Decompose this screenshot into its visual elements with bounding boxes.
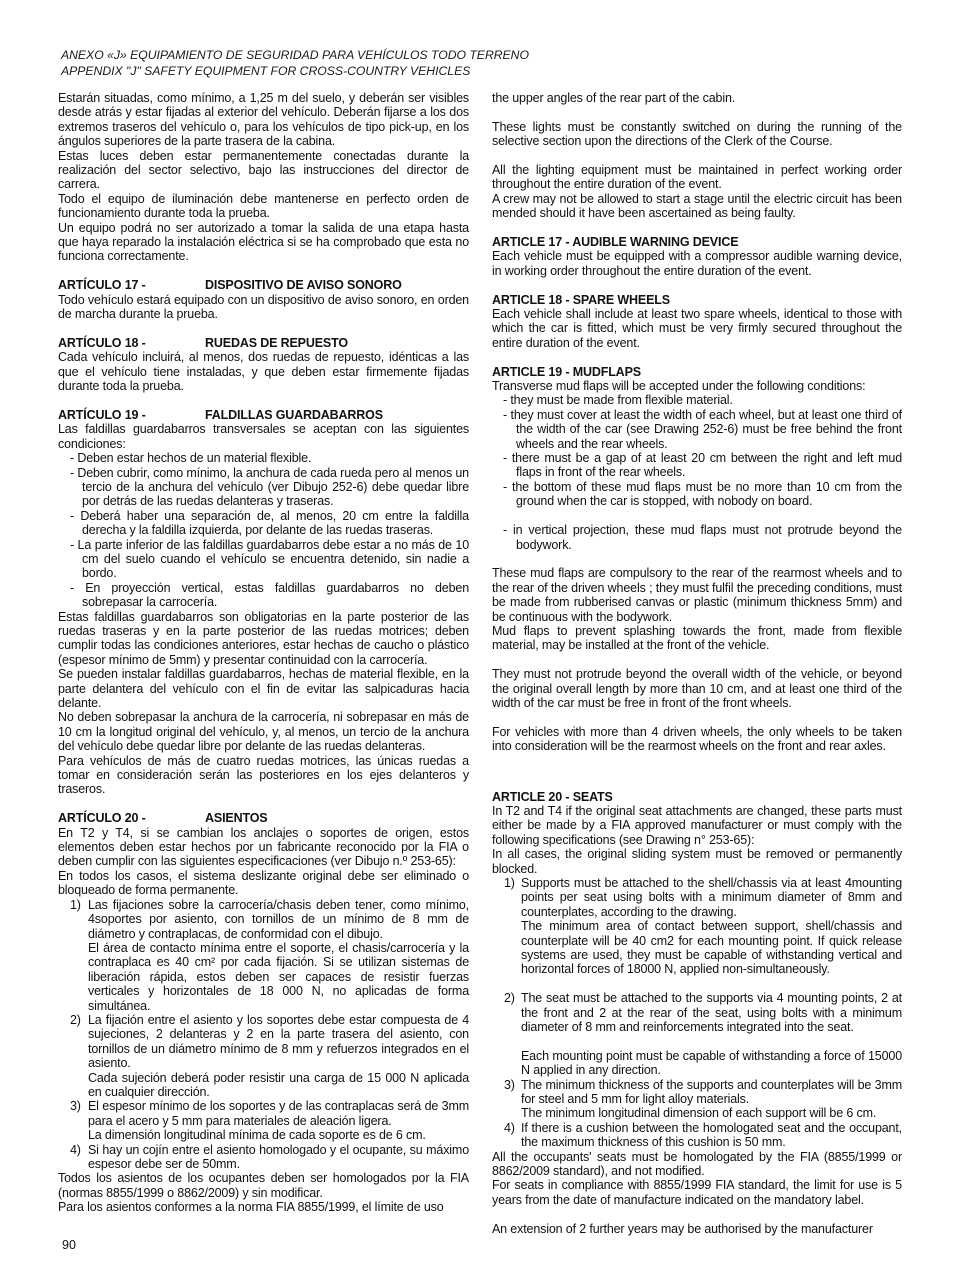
article-19-heading: ARTICLE 19 - MUDFLAPS [492, 364, 641, 379]
paragraph: All the occupants' seats must be homologated by the FIA (8855/1999 or 8862/2009 standard), and not modified. [492, 1149, 902, 1179]
article-number: ARTÍCULO 18 - [58, 335, 146, 350]
paragraph: Para los asientos conformes a la norma FIA 8855/1999, el límite de uso [58, 1200, 444, 1215]
paragraph: Para vehículos de más de cuatro ruedas motrices, las únicas ruedas a tomar en consideración serán las posteriores en los ejes delanteros y traseros. [58, 753, 469, 797]
article-17-heading: ARTICLE 17 - AUDIBLE WARNING DEVICE [492, 235, 739, 250]
article-number: ARTÍCULO 20 - [58, 811, 146, 826]
list-item: - the bottom of these mud flaps must be no more than 10 cm from the ground when the car is stopped, with nobody on board. [503, 479, 902, 509]
running-header [61, 48, 921, 79]
article-17-heading [58, 278, 469, 292]
numbered-item: 3) The minimum thickness of the supports and counterplates will be 3mm for steel and 5 mm for light alloy materials. [504, 1077, 902, 1107]
paragraph: Each vehicle shall include at least two spare wheels, identical to those with which the car is fitted, which must be very firmly secured throughout the entire duration of the event. [492, 307, 902, 350]
numbered-item: 1) Las fijaciones sobre la carrocería/chasis deben tener, como mínimo, 4soportes por asiento, con tornillos de un mínimo de 8 mm de diámetro y contraplacas, de conformidad con el dibujo. [70, 897, 469, 941]
article-20-heading [58, 811, 469, 825]
paragraph: These mud flaps are compulsory to the rear of the rearmost wheels and to the rear of the driven wheels ; they must fulfil the preceding conditions, must be made from rubberised canvas or plastic (minimum thickness 5mm) and be continuous with the bodywork. [492, 566, 902, 624]
numbered-item: 3) El espesor mínimo de los soportes y de las contraplacas será de 3mm para el acero y 5 mm para materiales de aleación ligera. [70, 1099, 469, 1128]
article-20-heading: ARTICLE 20 - SEATS [492, 789, 613, 804]
paragraph: Se pueden instalar faldillas guardabarros, hechas de material flexible, en la parte delantera del vehículo con el fin de evitar las salpicaduras hacia delante. [58, 667, 469, 711]
numbered-item: 2) The seat must be attached to the supports via 4 mounting points, 2 at the front and 2 at the rear of the seat, using bolts with a minimum diameter of 8 mm and reinforcements integrated into the seat. [504, 991, 902, 1035]
paragraph: Estarán situadas, como mínimo, a 1,25 m del suelo, y deberán ser visibles desde atrás y estar fijadas al exterior del vehículo. Deberán fijarse a los dos extremos traseros del vehículo o, para los vehículos de tipo pick-up, en los ángulos superiores de la parte trasera de la cabina. [58, 91, 469, 149]
paragraph: Estas faldillas guardabarros son obligatorias en la parte posterior de las ruedas traseras y en la parte posterior de las ruedas motrices; deben cumplir todas las condiciones anteriores, estar hechas de caucho o plástico (espesor mínimo de 5mm) y presentar continuidad con la carrocería. [58, 609, 469, 667]
numbered-item-detail: Each mounting point must be capable of withstanding a force of 15000 N applied in any direction. [521, 1048, 902, 1078]
paragraph: En T2 y T4, si se cambian los anclajes o soportes de origen, estos elementos deben estar hechos por un fabricante reconocido por la FIA o deben cumplir con las siguientes especificaciones (ver Dibujo n.º 253-65): [58, 825, 469, 869]
paragraph: Each vehicle must be equipped with a compressor audible warning device, in working order throughout the entire duration of the event. [492, 249, 902, 278]
paragraph: All the lighting equipment must be maintained in perfect working order throughout the entire duration of the event. [492, 163, 902, 192]
english-column [492, 91, 902, 1236]
article-title: DISPOSITIVO DE AVISO SONORO [205, 278, 402, 293]
list-item: - Deben estar hechos de un material flexible. [70, 451, 312, 466]
paragraph: These lights must be constantly switched on during the running of the selective section upon the directions of the Clerk of the Course. [492, 119, 902, 149]
paragraph: Todos los asientos de los ocupantes deben ser homologados por la FIA (normas 8855/1999 o 8862/2009) y sin modificar. [58, 1171, 469, 1200]
numbered-item: 4) If there is a cushion between the homologated seat and the occupant, the maximum thickness of this cushion is 50 mm. [504, 1120, 902, 1150]
numbered-item-detail: La dimensión longitudinal mínima de cada soporte es de 6 cm. [88, 1128, 426, 1143]
paragraph: Las faldillas guardabarros transversales se aceptan con las siguientes condiciones: [58, 422, 469, 451]
paragraph: For vehicles with more than 4 driven wheels, the only wheels to be taken into consideration will be the rearmost wheels on the front and rear axles. [492, 724, 902, 754]
paragraph: Estas luces deben estar permanentemente conectadas durante la realización del sector selectivo, bajo las instrucciones del director de carrera. [58, 148, 469, 192]
numbered-item-detail: The minimum area of contact between support, shell/chassis and counterplate will be 40 cm2 for each mounting point. If quick release systems are used, they must be capable of withstanding vertical and horizontal forces of 18000 N, applied non-simultaneously. [521, 919, 902, 977]
paragraph: In all cases, the original sliding system must be removed or permanently blocked. [492, 847, 902, 876]
paragraph: Un equipo podrá no ser autorizado a tomar la salida de una etapa hasta que haya reparado la instalación eléctrica si se ha comprobado que esta no funciona correctamente. [58, 220, 469, 264]
list-item: - En proyección vertical, estas faldillas guardabarros no deben sobrepasar la carrocería. [70, 580, 469, 610]
numbered-item-detail: El área de contacto mínima entre el soporte, el chasis/carrocería y la contraplaca es 40 cm² por cada fijación. Si se utilizan sistemas de liberación rápida, estos deben ser capaces de resistir fuerzas verticales y horizontales de 18 000 N, no aplicadas de forma simultánea. [88, 940, 469, 1013]
list-item: - they must be made from flexible material. [503, 393, 733, 408]
paragraph: the upper angles of the rear part of the cabin. [492, 91, 736, 105]
paragraph: An extension of 2 further years may be authorised by the manufacturer [492, 1221, 873, 1236]
list-item: - Deberá haber una separación de, al menos, 20 cm entre la faldilla derecha y la faldilla izquierda, por delante de las ruedas traseras. [70, 508, 469, 538]
article-title: ASIENTOS [205, 811, 268, 826]
article-19-heading [58, 408, 469, 422]
list-item: - they must cover at least the width of each wheel, but at least one third of the width of the car (see Drawing 252-6) must be free behind the front wheels and the rear wheels. [503, 407, 902, 451]
article-18-heading: ARTICLE 18 - SPARE WHEELS [492, 292, 670, 307]
paragraph: Mud flaps to prevent splashing towards the front, made from flexible material, may be installed at the front of the vehicle. [492, 623, 902, 653]
numbered-item-detail: Cada sujeción deberá poder resistir una carga de 15 000 N aplicada en cualquier dirección. [88, 1070, 469, 1099]
list-item: - Deben cubrir, como mínimo, la anchura de cada rueda pero al menos un tercio de la anchura del vehículo (ver Dibujo 252-6) debe quedar libre por detrás de las ruedas delanteras y traseras. [70, 465, 469, 509]
paragraph: A crew may not be allowed to start a stage until the electric circuit has been mended should it have been ascertained as being faulty. [492, 191, 902, 221]
list-item: - La parte inferior de las faldillas guardabarros debe estar a no más de 10 cm del suelo cuando el vehículo se encuentra detenido, sin nadie a bordo. [70, 537, 469, 581]
paragraph: They must not protrude beyond the overall width of the vehicle, or beyond the original overall length by more than 10 cm, and at least one third of the width of the car must be free in front of the front wheels. [492, 667, 902, 710]
article-title: RUEDAS DE REPUESTO [205, 335, 348, 350]
paragraph: In T2 and T4 if the original seat attachments are changed, these parts must either be made by a FIA approved manufacturer or must comply with the following specifications (see Drawing n° 253-65): [492, 803, 902, 847]
numbered-item-detail: The minimum longitudinal dimension of each support will be 6 cm. [521, 1106, 877, 1121]
numbered-item: 1) Supports must be attached to the shell/chassis via at least 4mounting points per seat using bolts with a minimum diameter of 8mm and counterplates, according to the drawing. [504, 875, 902, 919]
page-number: 90 [62, 1238, 76, 1252]
paragraph: Cada vehículo incluirá, al menos, dos ruedas de repuesto, idénticas a las que el vehículo tiene instaladas, y que deben estar firmemente fijadas durante toda la prueba. [58, 350, 469, 394]
list-item: - in vertical projection, these mud flaps must not protrude beyond the bodywork. [503, 523, 902, 552]
numbered-item: 4) Si hay un cojín entre el asiento homologado y el ocupante, su máximo espesor debe ser de 50mm. [70, 1142, 469, 1171]
header-spanish: ANEXO «J» EQUIPAMIENTO DE SEGURIDAD PARA VEHÍCULOS TODO TERRENO [61, 48, 529, 62]
paragraph: Transverse mud flaps will be accepted under the following conditions: [492, 379, 866, 394]
spanish-column [58, 91, 469, 1215]
article-18-heading [58, 336, 469, 350]
header-english: APPENDIX "J" SAFETY EQUIPMENT FOR CROSS-COUNTRY VEHICLES [61, 63, 471, 78]
paragraph: No deben sobrepasar la anchura de la carrocería, ni sobrepasar en más de 10 cm la longitud original del vehículo, y, al menos, un tercio de la anchura del vehículo debe quedar libre por delante de las ruedas delanteras. [58, 710, 469, 754]
paragraph: Todo el equipo de iluminación debe mantenerse en perfecto orden de funcionamiento durante toda la prueba. [58, 191, 469, 221]
article-number: ARTÍCULO 19 - [58, 407, 146, 422]
paragraph: For seats in compliance with 8855/1999 FIA standard, the limit for use is 5 years from the date of manufacture indicated on the mandatory label. [492, 1178, 902, 1207]
paragraph: En todos los casos, el sistema deslizante original debe ser eliminado o bloqueado de forma permanente. [58, 868, 469, 898]
numbered-item: 2) La fijación entre el asiento y los soportes debe estar compuesta de 4 sujeciones, 2 delanteras y 2 en la parte trasera del asiento, con tornillos de un diámetro mínimo de 8 mm y refuerzos integrados en el asiento. [70, 1012, 469, 1071]
list-item: - there must be a gap of at least 20 cm between the right and left mud flaps in front of the rear wheels. [503, 451, 902, 480]
paragraph: Todo vehículo estará equipado con un dispositivo de aviso sonoro, en orden de marcha durante la prueba. [58, 292, 469, 322]
article-number: ARTÍCULO 17 - [58, 278, 146, 293]
article-title: FALDILLAS GUARDABARROS [205, 407, 383, 422]
